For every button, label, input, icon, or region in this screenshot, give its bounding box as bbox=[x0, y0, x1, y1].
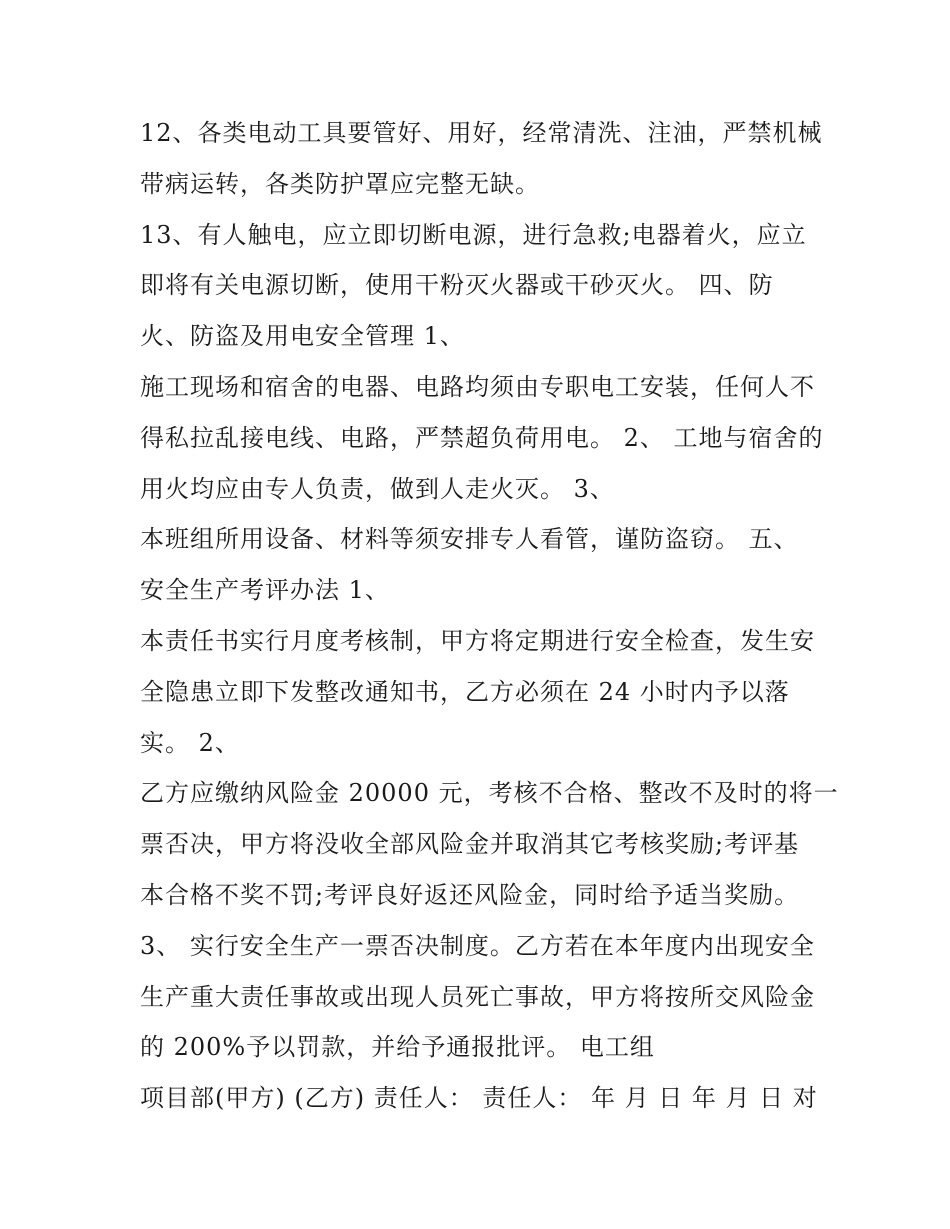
text-line: 的 200%予以罚款，并给予通报批评。 电工组 bbox=[140, 1033, 655, 1062]
text-line: 安全生产考评办法 1、 bbox=[140, 576, 390, 605]
body-text bbox=[140, 108, 839, 1124]
text-line: 乙方应缴纳风险金 20000 元，考核不合格、整改不及时的将一 bbox=[140, 779, 839, 808]
text-line: 施工现场和宿舍的电器、电路均须由专职电工安装，任何人不 bbox=[140, 372, 815, 401]
text-line: 带病运转，各类防护罩应完整无缺。 bbox=[140, 169, 540, 198]
text-line: 实。 2、 bbox=[140, 728, 240, 757]
text-line: 本班组所用设备、材料等须安排专人看管，谨防盗窃。 五、 bbox=[140, 525, 799, 554]
text-line: 生产重大责任事故或出现人员死亡事故，甲方将按所交风险金 bbox=[140, 982, 815, 1011]
text-line: 全隐患立即下发整改通知书，乙方必须在 24 小时内予以落 bbox=[140, 677, 790, 706]
text-line: 3、 实行安全生产一票否决制度。乙方若在本年度内出现安全 bbox=[140, 931, 815, 960]
text-line: 12、各类电动工具要管好、用好，经常清洗、注油，严禁机械 bbox=[140, 119, 823, 147]
text-line: 13、有人触电，应立即切断电源，进行急救;电器着火，应立 bbox=[140, 220, 807, 249]
text-line: 本合格不奖不罚;考评良好返还风险金，同时给予适当奖励。 bbox=[140, 880, 800, 909]
text-line: 用火均应由专人负责，做到人走火灭。 3、 bbox=[140, 474, 615, 503]
text-line: 火、防盗及用电安全管理 1、 bbox=[140, 322, 465, 351]
text-line: 本责任书实行月度考核制，甲方将定期进行安全检查，发生安 bbox=[140, 626, 815, 655]
text-line: 即将有关电源切断，使用干粉灭火器或干砂灭火。 四、防 bbox=[140, 271, 774, 300]
text-line: 项目部(甲方) (乙方) 责任人： 责任人： 年 月 日 年 月 日 对 bbox=[140, 1084, 818, 1113]
text-line: 票否决，甲方将没收全部风险金并取消其它考核奖励;考评基 bbox=[140, 830, 800, 859]
text-line: 得私拉乱接电线、电路，严禁超负荷用电。 2、 工地与宿舍的 bbox=[140, 423, 824, 452]
